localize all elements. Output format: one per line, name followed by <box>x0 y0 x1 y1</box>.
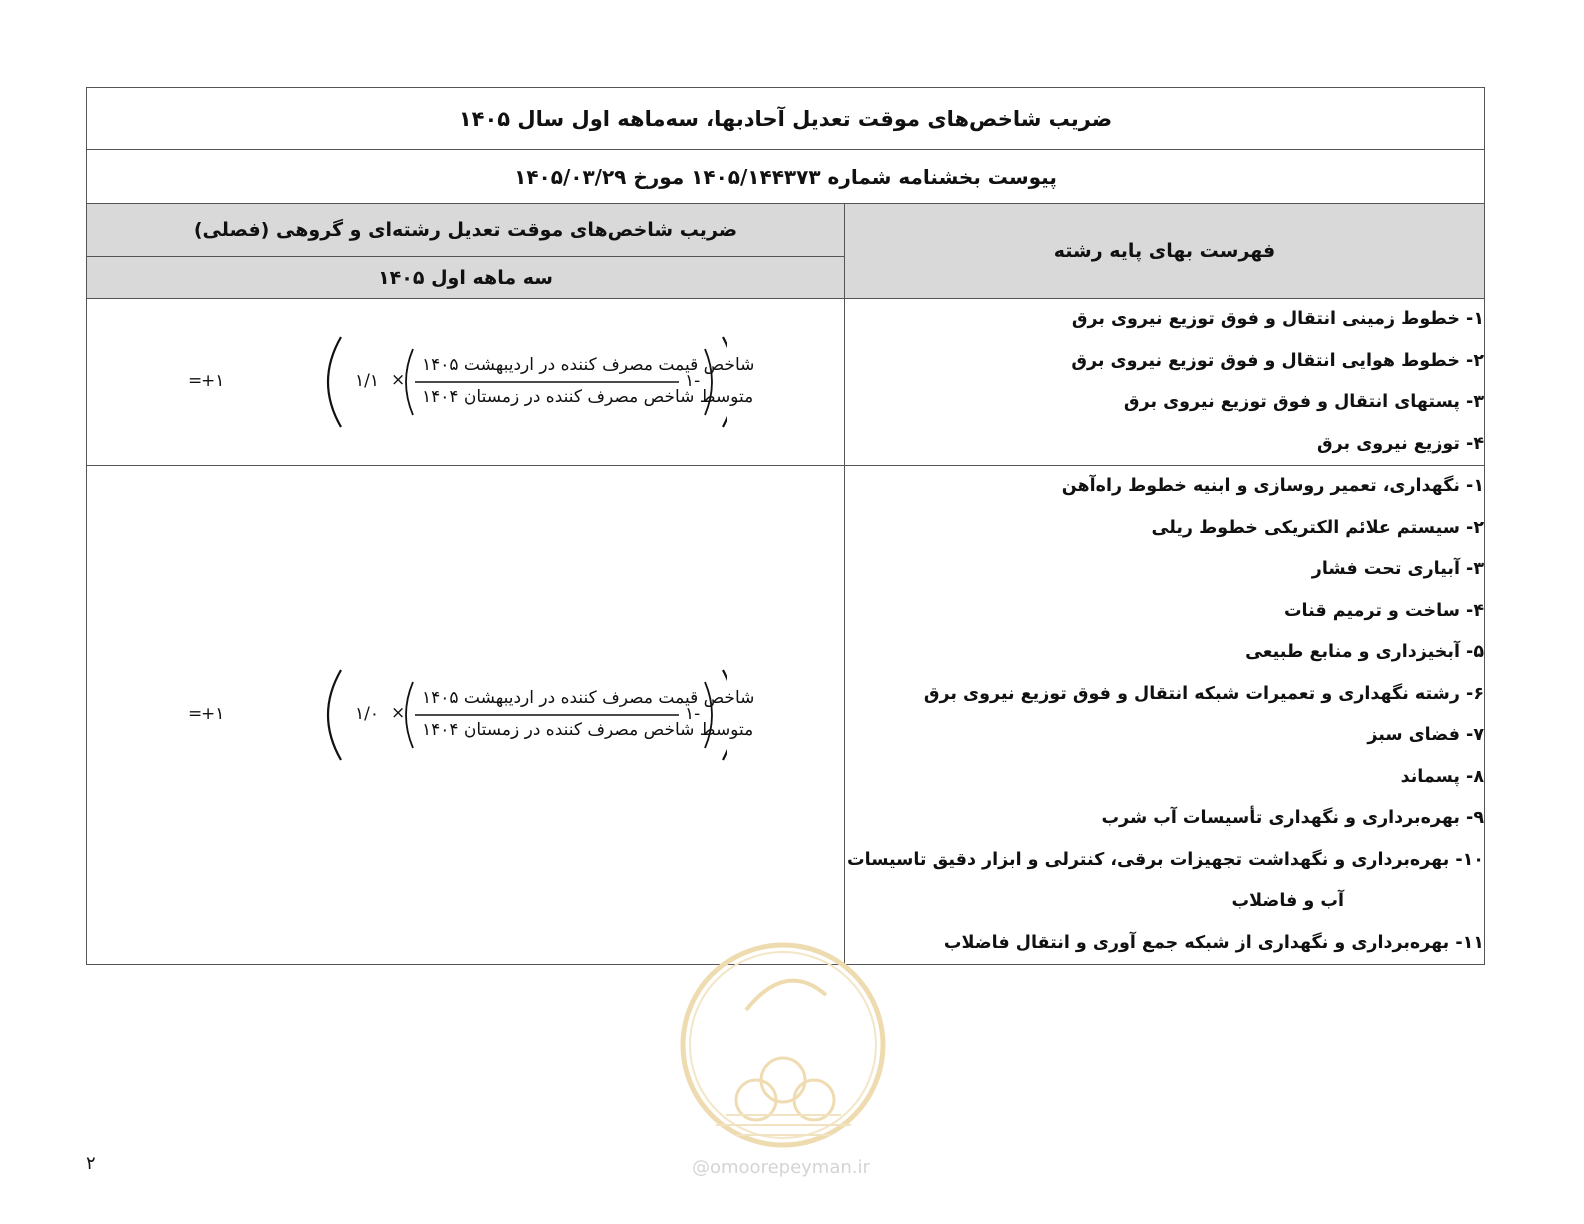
table-title: ضریب شاخص‌های موقت تعدیل آحادبها، سه‌ماهه اول سال ۱۴۰۵ <box>87 88 1485 150</box>
list-item: ۹- بهره‌برداری و نگهداری تأسیسات آب شرب <box>1101 808 1484 828</box>
formula-coefficient: ۱/۱ <box>355 371 379 391</box>
formula-minus-one: -۱ <box>685 704 701 724</box>
group-1-formula <box>87 327 844 437</box>
formula-numerator: شاخص قیمت مصرف کننده در اردیبهشت ۱۴۰۵ <box>422 688 755 708</box>
formula-minus-one: -۱ <box>685 371 701 391</box>
formula-denominator: متوسط شاخص مصرف کننده در زمستان ۱۴۰۴ <box>422 387 754 407</box>
formula-equals: = <box>188 371 203 391</box>
formula-plus-one: ۱+ <box>201 371 225 391</box>
list-item: ۱- خطوط زمینی انتقال و فوق توزیع نیروی برق <box>1071 309 1484 329</box>
list-item: ۴- توزیع نیروی برق <box>1317 433 1484 454</box>
group-2-formula <box>87 660 844 770</box>
list-item-continuation: آب و فاضلاب <box>1231 891 1344 911</box>
list-item: ۶- رشته نگهداری و تعمیرات شبکه انتقال و فوق توزیع نیروی برق <box>923 683 1484 704</box>
coefficient-table <box>86 87 1485 965</box>
list-item: ۴- ساخت و ترمیم قنات <box>1283 600 1484 621</box>
formula-numerator: شاخص قیمت مصرف کننده در اردیبهشت ۱۴۰۵ <box>422 355 755 375</box>
list-item: ۲- سیستم علائم الکتریکی خطوط ریلی <box>1151 517 1484 538</box>
list-item: ۷- فضای سبز <box>1367 725 1484 745</box>
formula-brackets <box>87 327 727 437</box>
formula-times: × <box>391 370 406 390</box>
group-1-list <box>845 299 1485 466</box>
list-item <box>845 840 1484 923</box>
table-subtitle: پیوست بخشنامه شماره ۱۴۰۵/۱۴۴۳۷۳ مورخ ۱۴۰۵/۰۳/۲۹ <box>87 150 1485 204</box>
formula-plus-one: ۱+ <box>201 704 225 724</box>
watermark-logo <box>676 940 890 1150</box>
list-item: ۲- خطوط هوایی انتقال و فوق توزیع نیروی برق <box>1071 350 1484 371</box>
list-item: ۳- پستهای انتقال و فوق توزیع نیروی برق <box>1123 392 1484 412</box>
group-2-formula-cell <box>87 466 845 965</box>
list-item: ۱- نگهداری، تعمیر روسازی و ابنیه خطوط راه‌آهن <box>1061 476 1484 496</box>
formula-equals: = <box>188 704 203 724</box>
page-number: ۲ <box>86 1153 96 1174</box>
header-coefficient: ضریب شاخص‌های موقت تعدیل رشته‌ای و گروهی (فصلی) <box>87 204 845 257</box>
list-item: ۵- آبخیزداری و منابع طبیعی <box>1245 642 1484 662</box>
formula-denominator: متوسط شاخص مصرف کننده در زمستان ۱۴۰۴ <box>422 720 754 740</box>
group-1-formula-cell <box>87 299 845 466</box>
header-base-price-list: فهرست بهای پایه رشته <box>845 204 1485 299</box>
watermark-url: @omoorepeyman.ir <box>692 1157 870 1178</box>
formula-times: × <box>391 703 406 723</box>
list-item: ۱۱- بهره‌برداری و نگهداری از شبکه جمع آوری و انتقال فاضلاب <box>943 932 1484 953</box>
formula-coefficient: ۱/۰ <box>355 704 379 724</box>
header-quarter: سه ماهه اول ۱۴۰۵ <box>87 257 845 299</box>
list-item-text: ۱۰- بهره‌برداری و نگهداشت تجهیزات برقی، کنترلی و ابزار دقیق تاسیسات <box>847 849 1484 870</box>
formula-brackets <box>87 660 727 770</box>
list-item: ۳- آبیاری تحت فشار <box>1311 559 1484 579</box>
list-item: ۸- پسماند <box>1400 766 1484 787</box>
group-2-list <box>845 466 1485 965</box>
